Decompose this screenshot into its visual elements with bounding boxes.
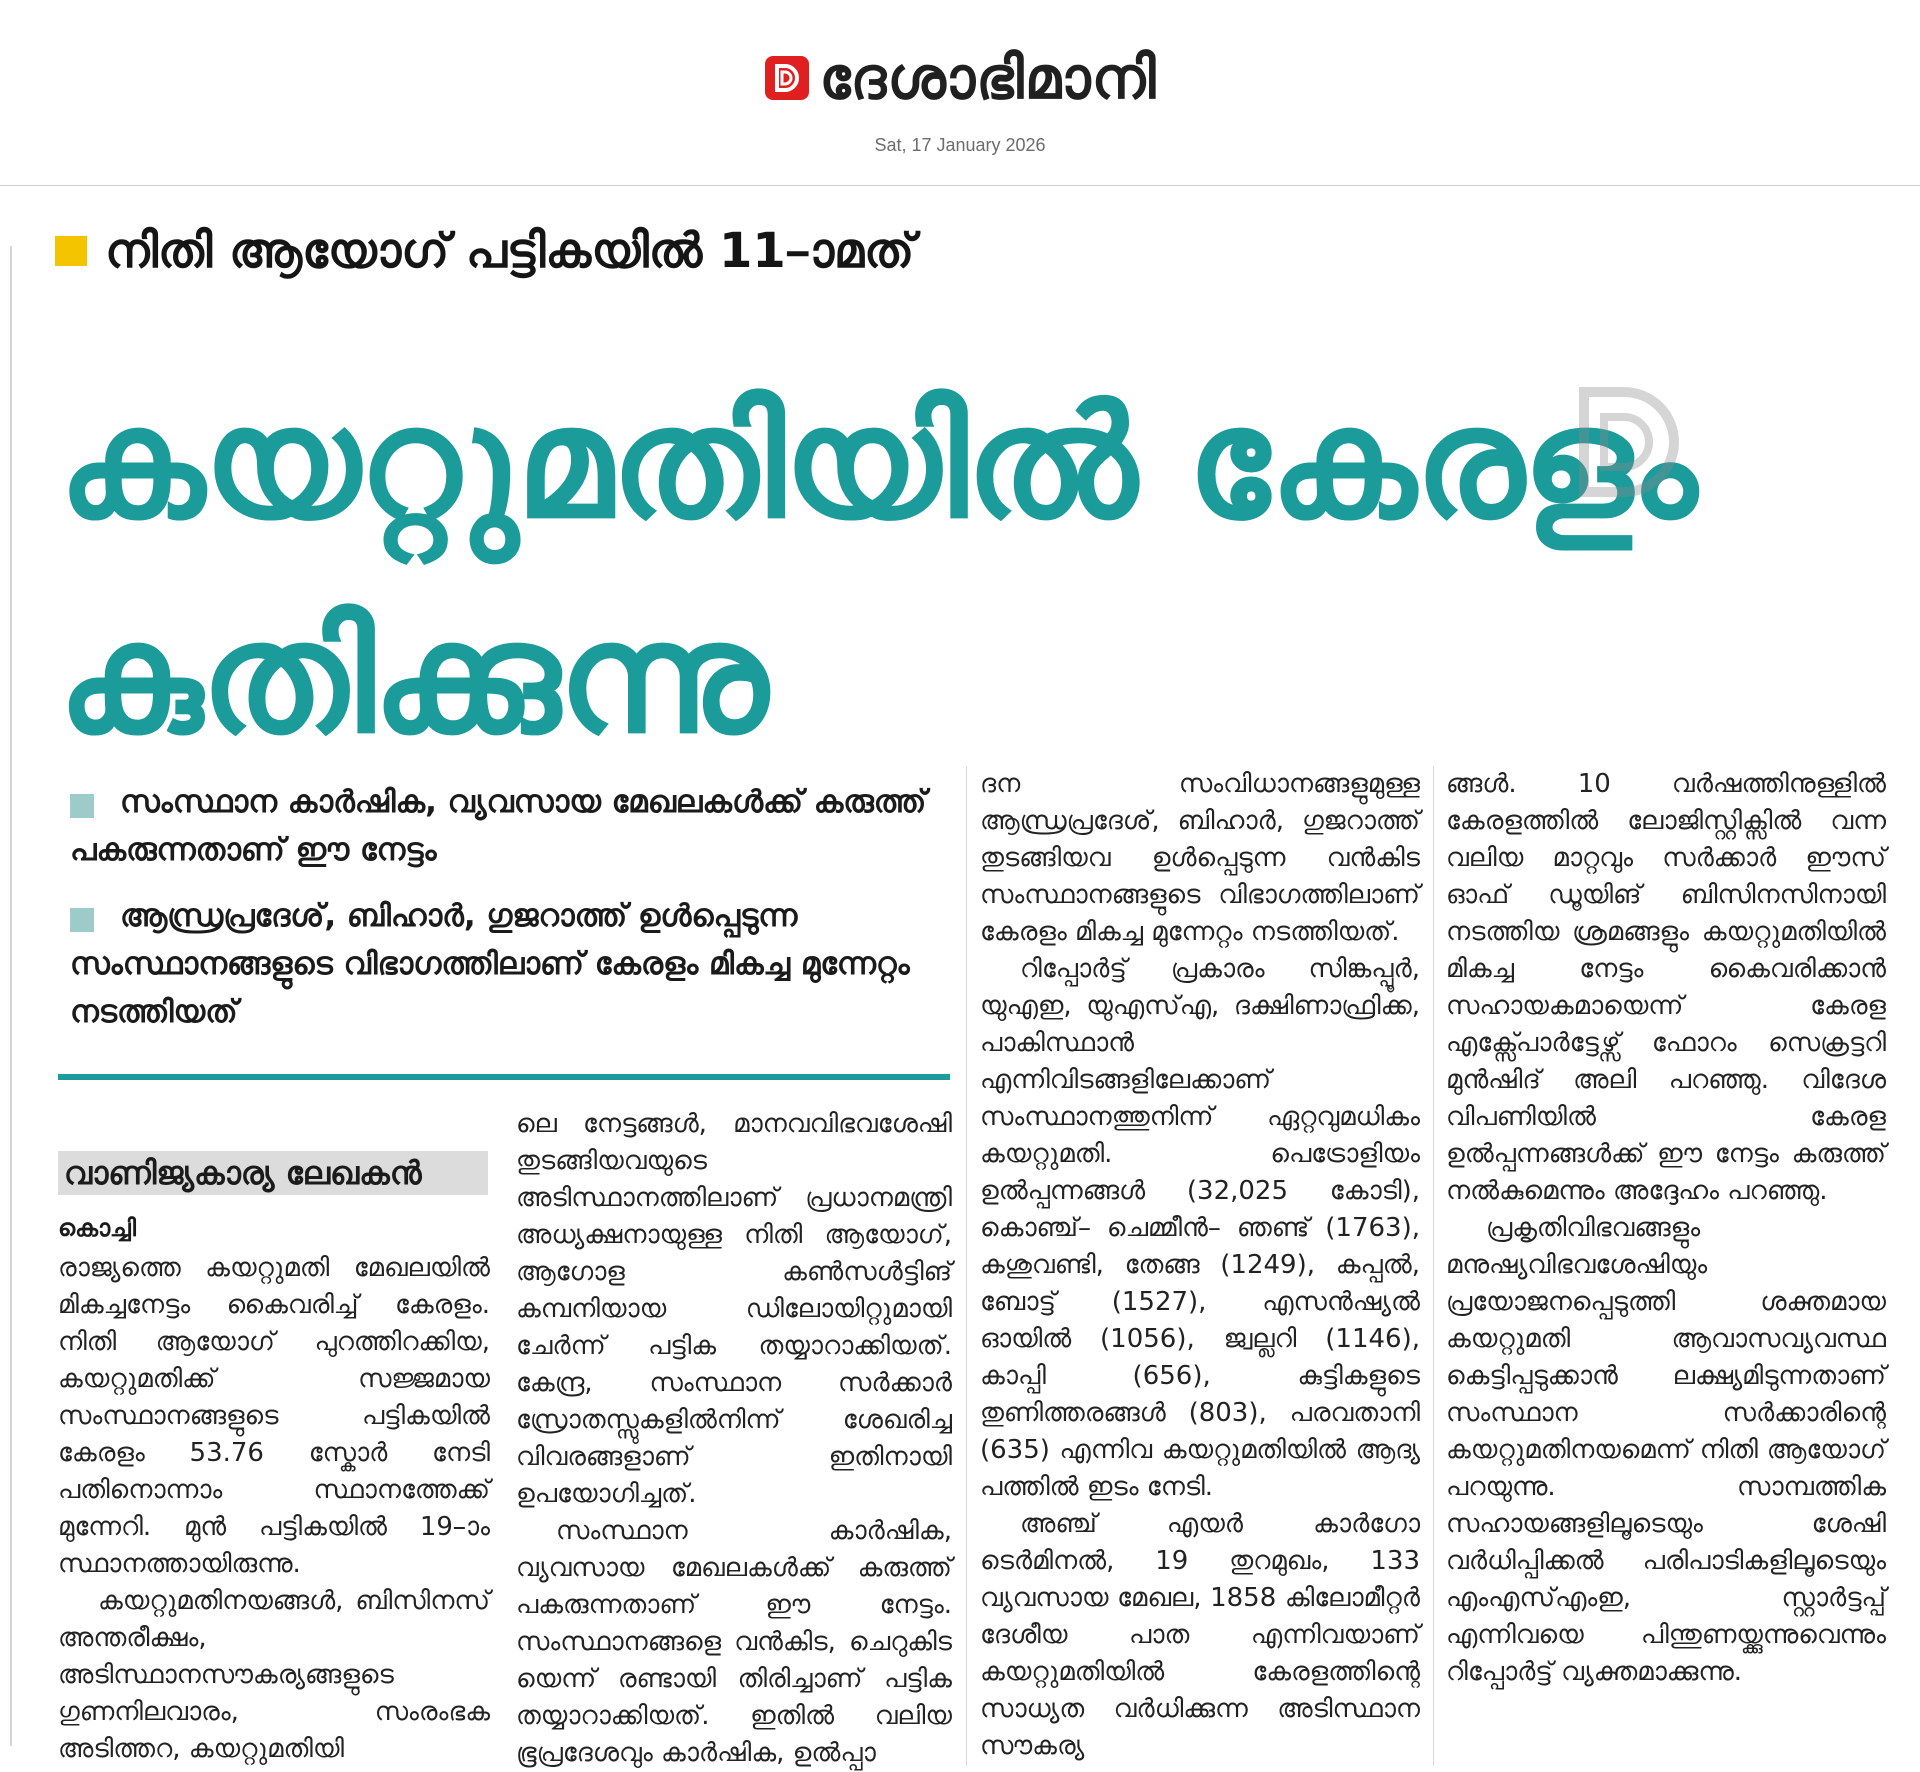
- dateline-place: കൊച്ചി: [58, 1214, 136, 1242]
- highlights: [70, 778, 950, 1054]
- watermark-logo-icon: [1574, 372, 1684, 522]
- paragraph: രാജ്യത്തെ കയറ്റുമതി മേഖലയിൽ മികച്ചനേട്ടം കൈവരിച്ച് കേരളം. നിതി ആയോഗ് പുറത്തിറക്കിയ, കയറ്റുമതിക്ക് സജ്ജമായ സംസ്ഥാനങ്ങളുടെ പട്ടികയിൽ കേരളം 53.76 സ്കോർ നേടി പതിനൊന്നാം സ്ഥാനത്തേക്ക് മുന്നേറി. മുൻ പട്ടികയിൽ 19–ാം സ്ഥാനത്തായിരുന്നു.: [58, 1253, 490, 1579]
- dateline: Sat, 17 January 2026: [874, 135, 1046, 155]
- paragraph: അഞ്ച് എയർ കാർഗോ ടെർമിനൽ, 19 തുറമുഖം, 133 വ്യവസായ മേഖല, 1858 കിലോമീറ്റർ ദേശീയ പാത എന്നിവയാണ് കയറ്റുമതിയിൽ കേരളത്തിന്റെ സാധ്യത വർധിക്കുന്ന അടിസ്ഥാന സൗകര്യ: [980, 1509, 1420, 1761]
- paragraph: കയറ്റുമതിനയങ്ങൾ, ബിസിനസ് അന്തരീക്ഷം, അടിസ്ഥാനസൗകര്യങ്ങളുടെ ഗുണനിലവാരം, സംരംഭക അടിത്തറ, കയറ്റുമതിയി: [58, 1586, 490, 1764]
- paragraph: പ്രകൃതിവിഭവങ്ങളും മനുഷ്യവിഭവശേഷിയും പ്രയോജനപ്പെടുത്തി ശക്തമായ കയറ്റുമതി ആവാസവ്യവസ്ഥ കെട്ടിപ്പടുക്കാൻ ലക്ഷ്യമിടുന്നതാണ് സംസ്ഥാന സർക്കാരിന്റെ കയറ്റുമതിനയമെന്ന് നിതി ആയോഗ് പറയുന്നു. സാമ്പത്തിക സഹായങ്ങളിലൂടെയും ശേഷി വർധിപ്പിക്കൽ പരിപാടികളിലൂടെയും എംഎസ്എംഇ, സ്റ്റാർട്ടപ്പ് എന്നിവയെ പിന്തുണയ്ക്കുന്നുവെന്നും റിപ്പോർട്ട് വ്യക്തമാക്കുന്നു.: [1446, 1213, 1886, 1687]
- byline: വാണിജ്യകാര്യ ലേഖകൻ: [64, 1154, 422, 1192]
- bullet-square-icon: [70, 794, 94, 818]
- news-clipping: [0, 186, 1920, 1769]
- body-column-1: [58, 1250, 490, 1768]
- masthead: [0, 0, 1920, 186]
- headline-line-2: കുതിക്കുന്നു: [58, 589, 766, 768]
- body-column-4: [1446, 766, 1886, 1691]
- body-column-2: [516, 1106, 952, 1772]
- section-divider: [58, 1074, 950, 1080]
- kicker: [55, 221, 914, 281]
- paragraph: ങ്ങൾ. 10 വർഷത്തിനുള്ളിൽ കേരളത്തിൽ ലോജിസ്റ്റിക്സിൽ വന്ന വലിയ മാറ്റവും സർക്കാർ ഈസ് ഓഫ് ഡൂയിങ് ബിസിനസിനായി നടത്തിയ ശ്രമങ്ങളും കയറ്റുമതിയിൽ മികച്ച നേട്ടം കൈവരിക്കാൻ സഹായകമായെന്ന് കേരള എക്സ്പോർട്ടേഴ്സ് ഫോറം സെക്രട്ടറി മുൻഷിദ് അലി പറഞ്ഞു. വിദേശ വിപണിയിൽ കേരള ഉൽപ്പന്നങ്ങൾക്ക് ഈ നേട്ടം കരുത്ത് നൽകുമെന്നും അദ്ദേഹം പറഞ്ഞു.: [1446, 769, 1886, 1206]
- headline-line-1: കയറ്റുമതിയിൽ കേരളം: [58, 374, 1695, 553]
- paragraph: ദന സംവിധാനങ്ങളുമുള്ള ആന്ധ്രപ്രദേശ്, ബിഹാർ, ഗുജറാത്ത് തുടങ്ങിയവ ഉൾപ്പെടുന്ന വൻകിട സംസ്ഥാനങ്ങളുടെ വിഭാഗത്തിലാണ് കേരളം മികച്ച മുന്നേറ്റം നടത്തിയത്.: [980, 769, 1420, 947]
- highlight-text: ആന്ധ്രപ്രദേശ്, ബിഹാർ, ഗുജറാത്ത് ഉൾപ്പെടുന്ന സംസ്ഥാനങ്ങളുടെ വിഭാഗത്തിലാണ് കേരളം മികച്ച മുന്നേറ്റം നടത്തിയത്: [70, 898, 910, 1030]
- highlight-item: [70, 778, 950, 874]
- kicker-text: നിതി ആയോഗ് പട്ടികയിൽ 11–ാമത്: [105, 223, 915, 279]
- byline-box: [58, 1151, 488, 1195]
- bullet-square-icon: [70, 908, 94, 932]
- paragraph: ലെ നേട്ടങ്ങൾ, മാനവവിഭവശേഷി തുടങ്ങിയവയുടെ അടിസ്ഥാനത്തിലാണ് പ്രധാനമന്ത്രി അധ്യക്ഷനായുള്ള നിതി ആയോഗ്, ആഗോള കൺസൾട്ടിങ് കമ്പനിയായ ഡിലോയിറ്റുമായി ചേർന്ന് പട്ടിക തയ്യാറാക്കിയത്. കേന്ദ്ര, സംസ്ഥാന സർക്കാർ സ്രോതസ്സുകളിൽനിന്ന് ശേഖരിച്ച വിവരങ്ങളാണ് ഇതിനായി ഉപയോഗിച്ചത്.: [516, 1109, 952, 1509]
- left-rule: [10, 246, 12, 1746]
- paragraph: സംസ്ഥാന കാർഷിക, വ്യവസായ മേഖലകൾക്ക് കരുത്ത് പകരുന്നതാണ് ഈ നേട്ടം. സംസ്ഥാനങ്ങളെ വൻകിട, ചെറുകിട യെന്ന് രണ്ടായി തിരിച്ചാണ് പട്ടിക തയ്യാറാക്കിയത്. ഇതിൽ വലിയ ഭൂപ്രദേശവും കാർഷിക, ഉൽപ്പാ: [516, 1516, 952, 1768]
- brand-mark-icon: [763, 54, 811, 102]
- brand-name: ദേശാഭിമാനി: [819, 44, 1157, 112]
- paragraph: റിപ്പോർട്ട് പ്രകാരം സിങ്കപ്പൂർ, യുഎഇ, യുഎസ്എ, ദക്ഷിണാഫ്രിക്ക, പാകിസ്ഥാൻ എന്നിവിടങ്ങളിലേക്കാണ് സംസ്ഥാനത്തുനിന്ന് ഏറ്റവുമധികം കയറ്റുമതി. പെട്രോളിയം ഉൽപ്പന്നങ്ങൾ (32,025 കോടി), കൊഞ്ച്– ചെമ്മീൻ– ഞണ്ട് (1763), കശുവണ്ടി, തേങ്ങ (1249), കപ്പൽ, ബോട്ട് (1527), എസൻഷ്യൽ ഓയിൽ (1056), ജ്വല്ലറി (1146), കാപ്പി (656), കുട്ടികളുടെ തുണിത്തരങ്ങൾ (803), പരവതാനി (635) എന്നിവ കയറ്റുമതിയിൽ ആദ്യ പത്തിൽ ഇടം നേടി.: [980, 954, 1420, 1502]
- body-column-3: [980, 766, 1420, 1765]
- kicker-marker: [55, 236, 87, 266]
- column-rule: [1433, 766, 1434, 1766]
- column-rule: [966, 766, 967, 1766]
- highlight-text: സംസ്ഥാന കാർഷിക, വ്യവസായ മേഖലകൾക്ക് കരുത്ത് പകരുന്നതാണ് ഈ നേട്ടം: [70, 784, 927, 868]
- highlight-item: [70, 892, 950, 1036]
- brand-logo[interactable]: [0, 44, 1920, 112]
